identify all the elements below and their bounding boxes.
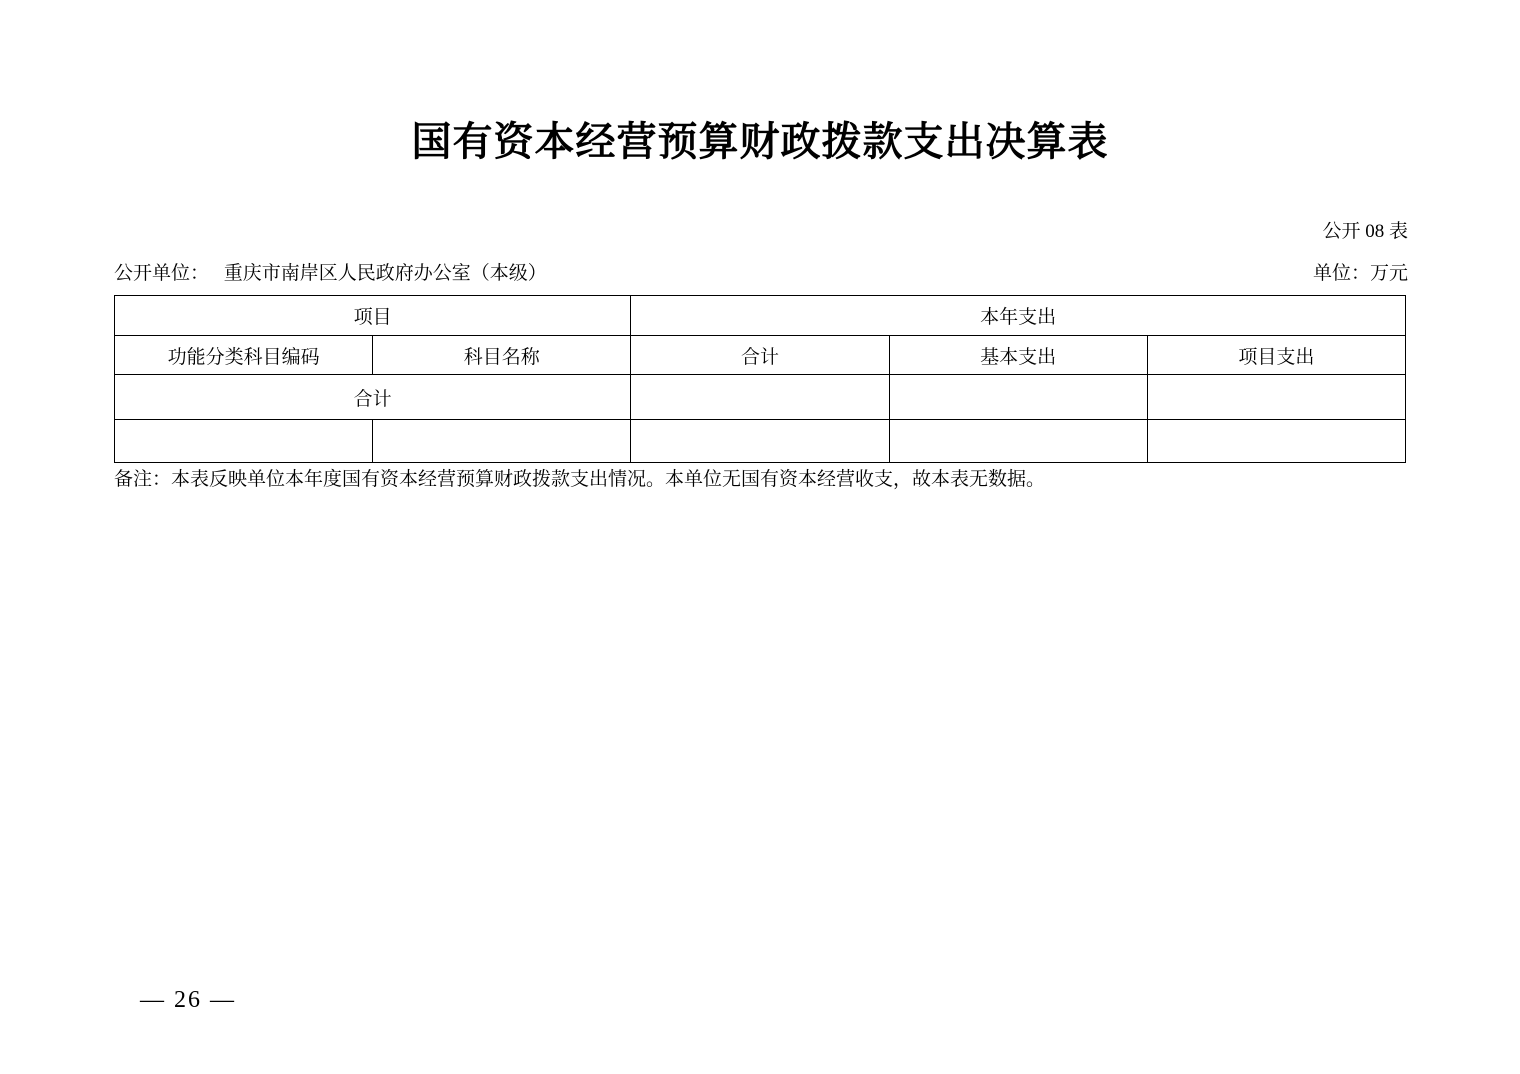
column-header-function-code: 功能分类科目编码 — [115, 336, 373, 375]
page-title: 国有资本经营预算财政拨款支出决算表 — [411, 119, 1109, 164]
table-row — [115, 420, 1406, 463]
currency-unit-label: 单位：万元 — [1312, 263, 1408, 284]
form-code-label: 公开 08 表 — [1322, 221, 1408, 242]
cell-total — [631, 375, 889, 420]
cell-function-code — [115, 420, 373, 463]
column-header-project-expenditure: 项目支出 — [1147, 336, 1405, 375]
cell-item — [1147, 420, 1405, 463]
cell-item — [1147, 375, 1405, 420]
cell-total — [631, 420, 889, 463]
publisher-name: 重庆市南岸区人民政府办公室（本级） — [223, 263, 547, 284]
page-number: — 26 — — [140, 987, 236, 1013]
header-group-project: 项目 — [115, 296, 631, 336]
header-group-current-year: 本年支出 — [631, 296, 1406, 336]
column-header-subject-name: 科目名称 — [373, 336, 631, 375]
row-label-total: 合计 — [115, 375, 631, 420]
table-row — [115, 375, 1406, 420]
publisher-label: 公开单位： — [114, 263, 210, 284]
cell-basic — [889, 420, 1147, 463]
table-header-row-group — [115, 296, 1406, 336]
budget-table — [114, 295, 1406, 463]
column-header-basic-expenditure: 基本支出 — [889, 336, 1147, 375]
cell-subject-name — [373, 420, 631, 463]
column-header-total: 合计 — [631, 336, 889, 375]
publisher-info — [114, 264, 547, 283]
cell-basic — [889, 375, 1147, 420]
table-note: 备注：本表反映单位本年度国有资本经营预算财政拨款支出情况。本单位无国有资本经营收支，故本表无数据。 — [114, 469, 1046, 490]
table-header-row-columns — [115, 336, 1406, 375]
